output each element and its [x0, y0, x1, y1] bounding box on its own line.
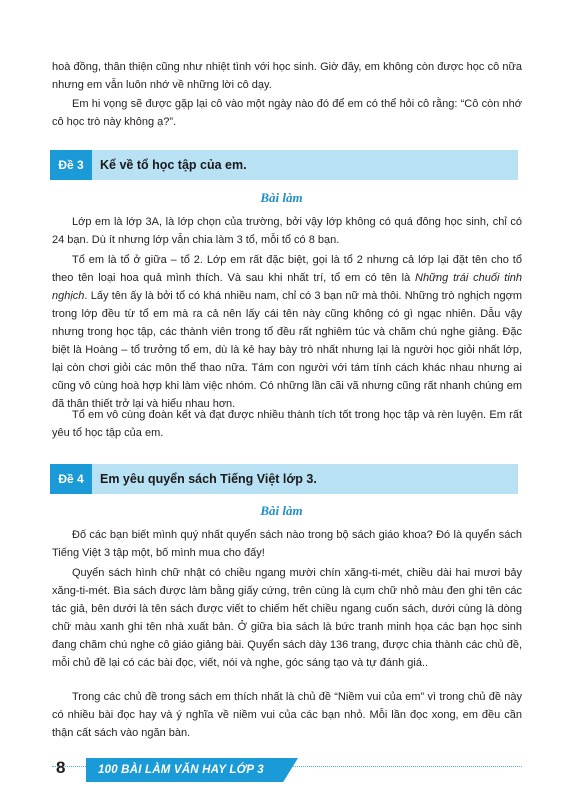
de3-title: Kể về tổ học tập của em. — [100, 158, 247, 172]
de3-bai-lam-heading: Bài làm — [260, 190, 303, 205]
de3-tag: Đề 3 — [50, 150, 92, 180]
de4-paragraph-1: Đố các bạn biết mình quý nhất quyển sách nào trong bộ sách giáo khoa? Đó là quyển sách Tiếng Việt 3 tập một, bố mình mua cho đấy! — [52, 529, 522, 559]
de4-title: Em yêu quyển sách Tiếng Việt lớp 3. — [100, 472, 317, 486]
de3-p2-text-end: . Lấy tên ấy là bởi tổ có khá nhiều nam, chỉ có 3 bạn nữ mà thôi. Những trò nghịch ngợm trong lớp đều từ tổ em mà ra cả nên lấy cái tên này cũng không có gì ngạc nhiên. Dẫu vậy nhưng trong học tập, các thành viên trong tổ đều rất nghiêm túc và chăm chú nghe giảng. Đặc biệt là Hoàng – tổ trưởng tổ em, dù là kẻ hay bày trò nhất nhưng lại là người học giỏi nhất lớp, lại còn chơi giỏi các môn thể thao nữa. Tám con người với tám tính cách khác nhau nhưng ai cũng vô cùng hoà hợp khi làm việc nhóm. Có những lần cãi vã nhưng cũng rất nhanh chúng em đã thân thiết trở lại và hiểu nhau hơn. — [52, 290, 522, 410]
de3-p2-text-start: Tổ em là tổ ở giữa – tổ 2. Lớp em rất đặc biệt, gọi là tổ 2 nhưng cả lớp lại đặt tên cho tổ theo tên loại hoa quả mình thích. Và sau khi nhất trí, tổ em có tên là — [52, 254, 522, 284]
footer-page-number: 8 — [56, 758, 66, 777]
de4-heading-bar — [50, 464, 518, 494]
de3-heading-bar — [50, 150, 518, 180]
de4-paragraph-2: Quyển sách hình chữ nhật có chiều ngang mười chín xăng-ti-mét, chiều dài hai mươi bảy xăng-ti-mét. Bìa sách được làm bằng giấy cứng, trên cùng là cụm chữ nhỏ màu đen ghi tên các tác giả, bên dưới là tên sách được viết to chiếm hết chiều ngang cuốn sách, dưới cùng là dòng chữ màu xanh ghi tên nhà xuất bản. Ở giữa bìa sách là bức tranh minh họa các bạn học sinh đang chăm chú nghe cô giáo giảng bài. Quyển sách dày 136 trang, được chia thành các chủ đề, mỗi chủ đề lại có các bài đọc, viết, nói và nghe, góc sáng tạo và tự đánh giá.. — [52, 567, 522, 669]
de4-tag: Đề 4 — [50, 464, 92, 494]
paragraph-intro-1: hoà đồng, thân thiện cũng như nhiệt tình với học sinh. Giờ đây, em không còn được học cô nữa nhưng em vẫn luôn nhớ về những lời cô dạy. — [52, 61, 522, 91]
de4-paragraph-3: Trong các chủ đề trong sách em thích nhất là chủ đề “Niềm vui của em” vì trong chủ đề này có nhiều bài đọc hay và ý nghĩa về niềm vui của các bạn nhỏ. Mỗi lần đọc xong, em đều cần thận cất sách vào ngăn bàn. — [52, 691, 522, 739]
de3-p2-italic-name: Những trái chuối tinh nghịch — [52, 272, 522, 302]
footer-book-title: 100 BÀI LÀM VĂN HAY LỚP 3 — [98, 764, 264, 776]
paragraph-intro-2: Em hi vọng sẽ được gặp lại cô vào một ngày nào đó để em có thể hỏi cô rằng: “Cô còn nhớ cô học trò này không ạ?”. — [52, 98, 522, 128]
de4-bai-lam-heading: Bài làm — [260, 503, 303, 518]
de3-paragraph-3: Tổ em vô cùng đoàn kết và đạt được nhiều thành tích tốt trong học tập và rèn luyện. Em rất yêu tổ học tập của em. — [52, 409, 522, 439]
de3-paragraph-2 — [52, 251, 522, 413]
de3-paragraph-1: Lớp em là lớp 3A, là lớp chọn của trường, bởi vậy lớp không có quá đông học sinh, chỉ có 24 bạn. Dù ít nhưng lớp vẫn chia làm 3 tổ, mỗi tổ có 8 bạn. — [52, 216, 522, 246]
